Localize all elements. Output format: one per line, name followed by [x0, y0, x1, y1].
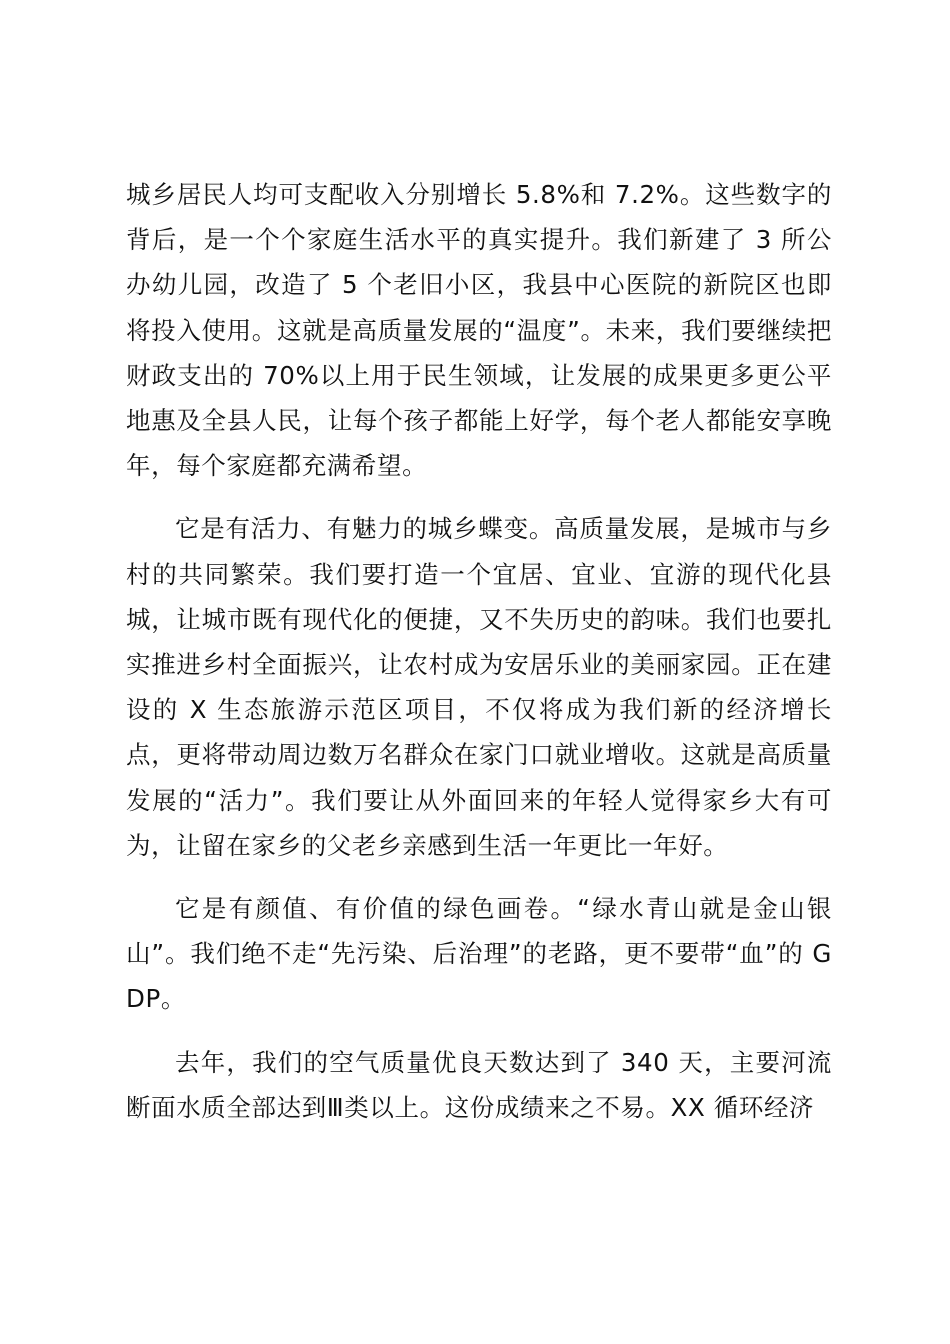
paragraph-urban-rural: 它是有活力、有魅力的城乡蝶变。高质量发展，是城市与乡村的共同繁荣。我们要打造一个宜居、宜业、宜游的现代化县城，让城市既有现代化的便捷，又不失历史的韵味。我们也要扎实推进乡村全面振兴，让农村成为安居乐业的美丽家园。正在建设的 X 生态旅游示范区项目，不仅将成为我们新的经济增长点，更将带动周边数万名群众在家门口就业增收。这就是高质量发展的“活力”。我们要让从外面回来的年轻人觉得家乡大有可为，让留在家乡的父老乡亲感到生活一年更比一年好。	[126, 514, 832, 860]
paragraph-environment: 去年，我们的空气质量优良天数达到了 340 天，主要河流断面水质全部达到Ⅲ类以上。这份成绩来之不易。XX 循环经济	[126, 1047, 832, 1122]
paragraph-green: 它是有颜值、有价值的绿色画卷。“绿水青山就是金山银山”。我们绝不走“先污染、后治理”的老路，更不要带“血”的 GDP。	[126, 894, 832, 1014]
paragraph-livelihood: 城乡居民人均可支配收入分别增长 5.8%和 7.2%。这些数字的背后，是一个个家庭生活水平的真实提升。我们新建了 3 所公办幼儿园，改造了 5 个老旧小区，我县中心医院的新院区也即将投入使用。这就是高质量发展的“温度”。未来，我们要继续把财政支出的 70%以上用于民生领域，让发展的成果更多更公平地惠及全县人民，让每个孩子都能上好学，每个老人都能安享晚年，每个家庭都充满希望。	[126, 180, 832, 481]
document-page	[126, 172, 832, 1148]
